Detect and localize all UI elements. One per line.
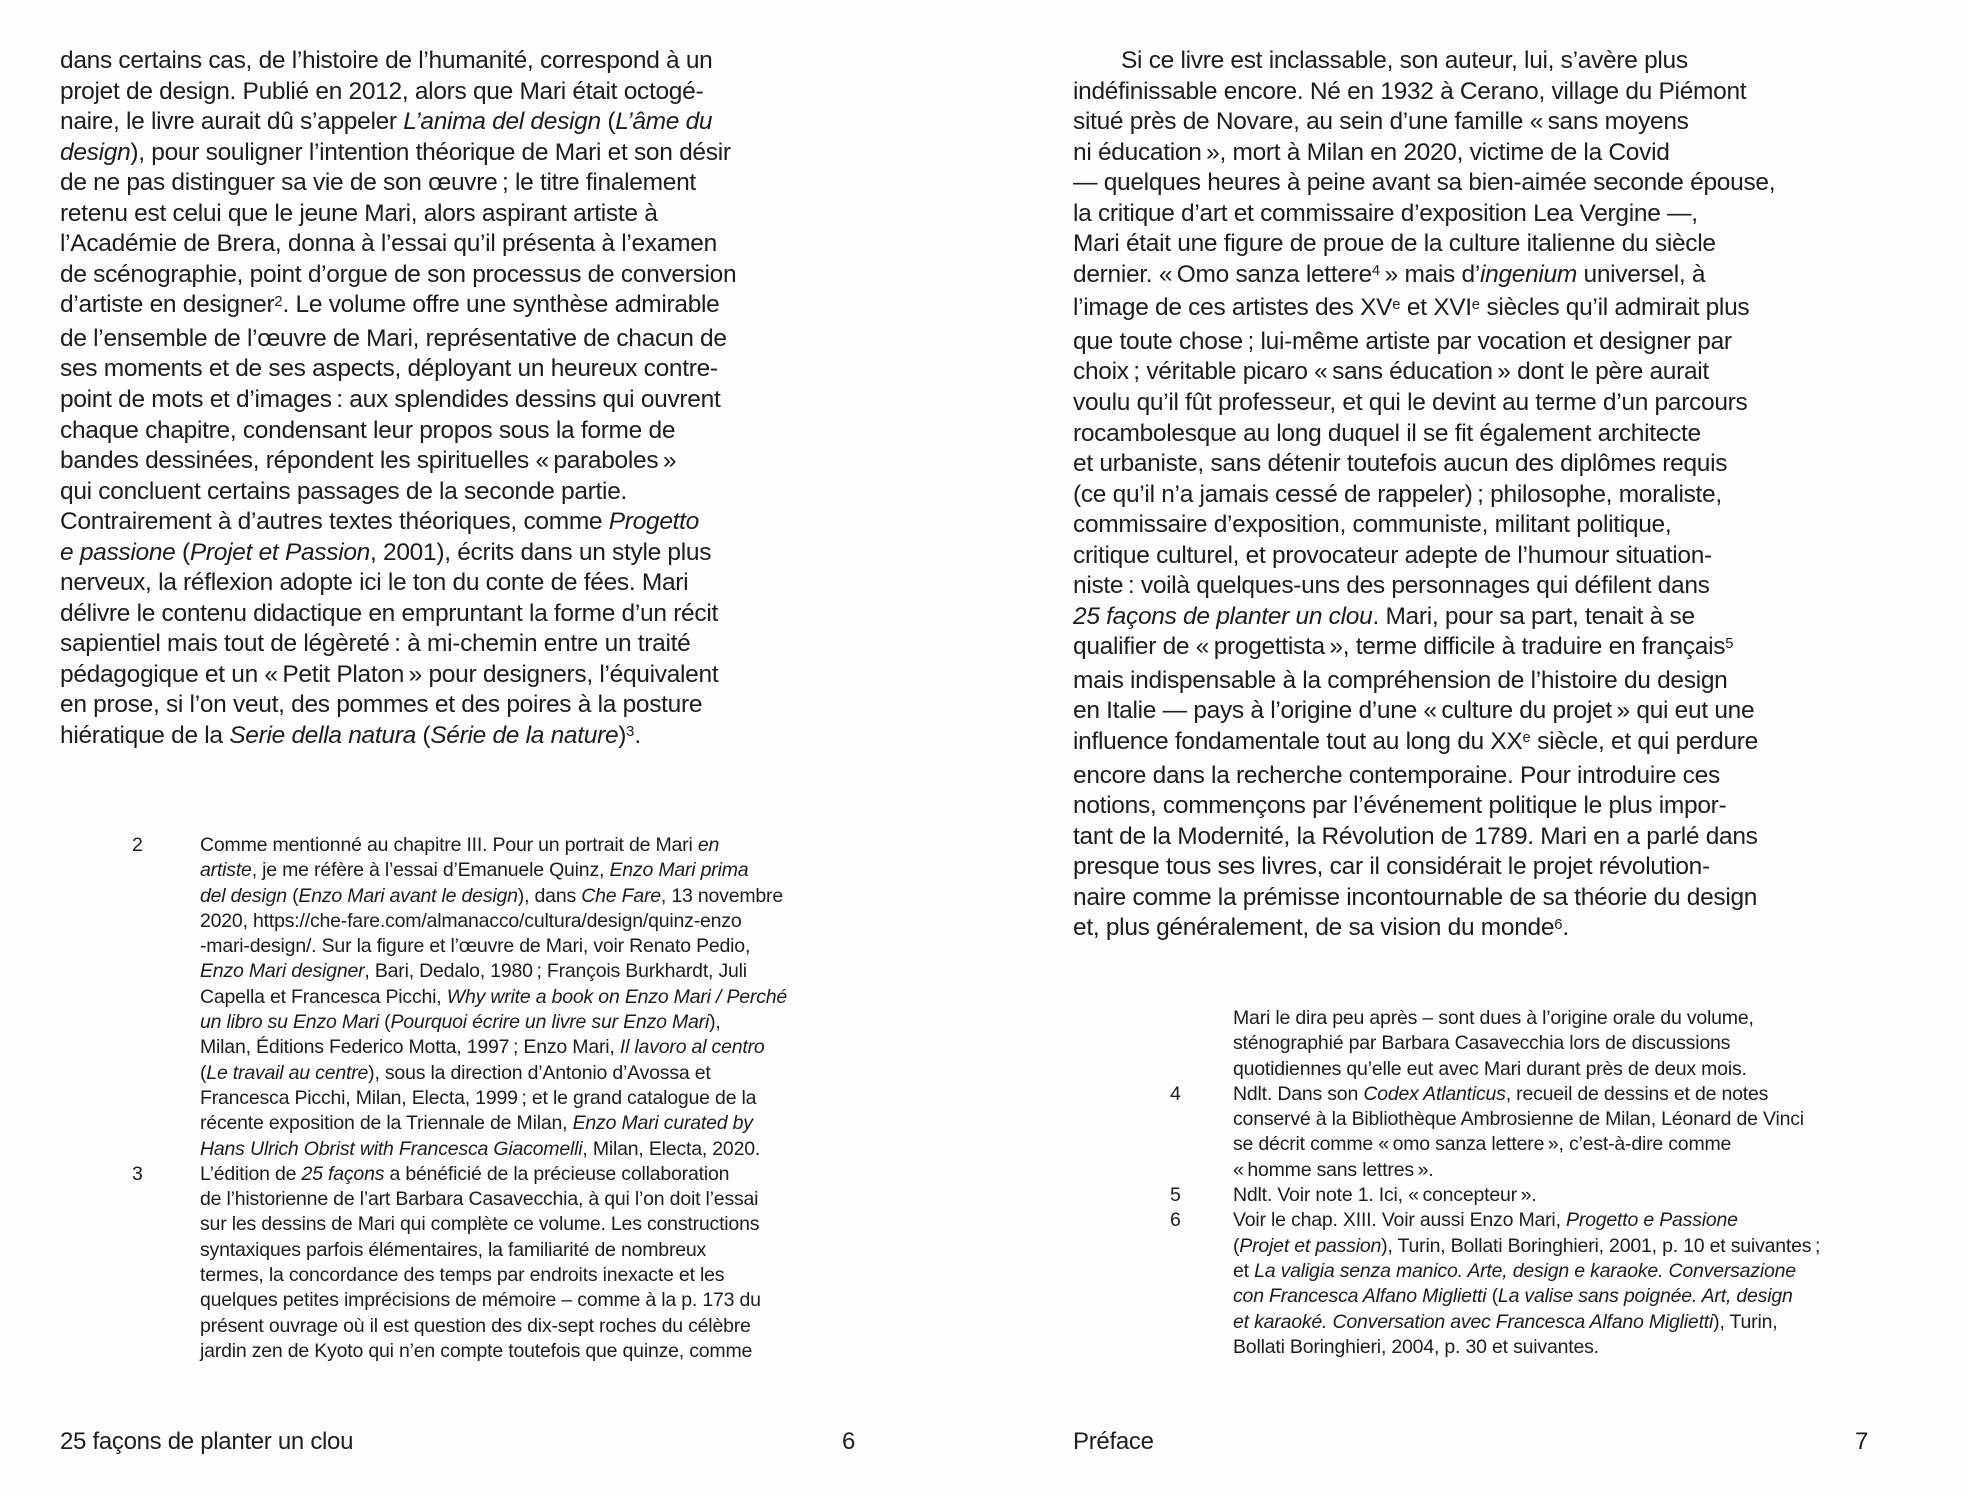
body-line: en prose, si l’on veut, des pommes et des poires à la posture xyxy=(60,691,703,719)
footnote-line: présent ouvrage où il est question des dix-sept roches du célèbre xyxy=(200,1314,751,1337)
body-line: nerveux, la réflexion adopte ici le ton du conte de fées. Mari xyxy=(60,569,689,597)
body-line: délivre le contenu didactique en empruntant la forme d’un récit xyxy=(60,599,718,627)
body-line: et, plus généralement, de sa vision du monde$^6$. xyxy=(1073,914,1569,942)
footnote-line: Bollati Boringhieri, 2004, p. 30 et suivantes. xyxy=(1233,1335,1599,1358)
body-line: dernier. « Omo sanza lettere$^4$ » mais d’ingenium universel, à xyxy=(1073,260,1706,288)
footnote-line: 2020, https://che-fare.com/almanacco/cultura/design/quinz-enzo xyxy=(200,909,742,932)
footnote-line: -mari-design/. Sur la figure et l’œuvre de Mari, voir Renato Pedio, xyxy=(200,935,751,958)
footnote-line: Mari le dira peu après – sont dues à l’origine orale du volume, xyxy=(1233,1007,1754,1029)
footnote-number: 4 xyxy=(1170,1082,1181,1105)
footnote-line: (Projet et passion), Turin, Bollati Boringhieri, 2001, p. 10 et suivantes ; xyxy=(1233,1234,1821,1257)
body-line: notions, commençons par l’événement politique le plus impor- xyxy=(1073,792,1727,820)
footnote-line: de l’historienne de l’art Barbara Casavecchia, à qui l’on doit l’essai xyxy=(200,1188,759,1211)
body-line: de ne pas distinguer sa vie de son œuvre ; le titre finalement xyxy=(60,169,696,197)
body-line: Contrairement à d’autres textes théoriques, comme Progetto xyxy=(60,508,699,536)
body-line: e passione (Projet et Passion, 2001), écrits dans un style plus xyxy=(60,538,712,566)
body-line: qui concluent certains passages de la seconde partie. xyxy=(60,477,628,505)
body-line: ses moments et de ses aspects, déployant un heureux contre- xyxy=(60,355,718,383)
body-line: projet de design. Publié en 2012, alors que Mari était octogé- xyxy=(60,77,704,105)
page-right xyxy=(984,0,1968,1496)
body-line: (ce qu’il n’a jamais cessé de rappeler) ; philosophe, moraliste, xyxy=(1073,480,1722,508)
page-left-footnotes xyxy=(132,833,787,1364)
footnote-line: Francesca Picchi, Milan, Electa, 1999 ; et le grand catalogue de la xyxy=(200,1086,757,1109)
footnote-line: Comme mentionné au chapitre III. Pour un portrait de Mari en xyxy=(200,834,720,856)
footnote-line: quotidiennes qu’elle eut avec Mari durant près de deux mois. xyxy=(1233,1057,1747,1080)
body-line: choix ; véritable picaro « sans éducation » dont le père aurait xyxy=(1073,358,1709,386)
body-line: et urbaniste, sans détenir toutefois aucun des diplômes requis xyxy=(1073,450,1728,478)
footnote-number: 3 xyxy=(132,1162,143,1185)
body-line: chaque chapitre, condensant leur propos sous la forme de xyxy=(60,416,676,444)
footnote xyxy=(1170,1006,1820,1082)
body-line: qualifier de « progettista », terme difficile à traduire en français$^5$ xyxy=(1073,633,1734,661)
footnote-line: Hans Ulrich Obrist with Francesca Giacomelli, Milan, Electa, 2020. xyxy=(200,1137,761,1160)
body-line: tant de la Modernité, la Révolution de 1789. Mari en a parlé dans xyxy=(1073,822,1758,850)
body-line: bandes dessinées, répondent les spirituelles « paraboles » xyxy=(60,447,677,475)
page-number-right: 7 xyxy=(1854,1428,1868,1455)
footnote-line: se décrit comme « omo sanza lettere », c’est-à-dire comme xyxy=(1233,1133,1732,1156)
footnote-line: et karaoké. Conversation avec Francesca Alfano Miglietti), Turin, xyxy=(1233,1310,1778,1333)
body-line: situé près de Novare, au sein d’une famille « sans moyens xyxy=(1073,108,1689,136)
body-line: de l’ensemble de l’œuvre de Mari, représentative de chacun de xyxy=(60,324,727,352)
body-line: de scénographie, point d’orgue de son processus de conversion xyxy=(60,260,737,288)
footnote-line: syntaxiques parfois élémentaires, la familiarité de nombreux xyxy=(200,1238,707,1261)
body-line: l’Académie de Brera, donna à l’essai qu’il présenta à l’examen xyxy=(60,230,717,258)
footnote-line: L’édition de 25 façons a bénéficié de la précieuse collaboration xyxy=(200,1162,730,1185)
body-line: niste : voilà quelques-uns des personnages qui défilent dans xyxy=(1073,572,1710,600)
page-right-body xyxy=(1073,46,1775,947)
footnote-line: Enzo Mari designer, Bari, Dedalo, 1980 ; François Burkhardt, Juli xyxy=(200,960,747,983)
footnote-text xyxy=(1233,1208,1820,1360)
body-line: que toute chose ; lui-même artiste par vocation et designer par xyxy=(1073,327,1732,355)
footnote-line: artiste, je me réfère à l’essai d’Emanuele Quinz, Enzo Mari prima xyxy=(200,859,749,882)
body-line: rocambolesque au long duquel il se fit également architecte xyxy=(1073,419,1701,447)
body-line: ni éducation », mort à Milan en 2020, victime de la Covid xyxy=(1073,138,1670,166)
footnote-text xyxy=(1233,1082,1820,1183)
footnote xyxy=(132,1162,787,1364)
footnote-line: sténographié par Barbara Casavecchia lors de discussions xyxy=(1233,1032,1731,1055)
body-line: indéfinissable encore. Né en 1932 à Cerano, village du Piémont xyxy=(1073,77,1747,105)
footnote-text xyxy=(1233,1006,1820,1082)
footnote-text xyxy=(200,1162,787,1364)
footnote-text xyxy=(1233,1183,1820,1208)
footnote-number: 5 xyxy=(1170,1184,1181,1207)
footnote-text xyxy=(200,833,787,1162)
body-line: l’image de ces artistes des XVe et XVIe siècles qu’il admirait plus xyxy=(1073,294,1750,322)
body-line: design), pour souligner l’intention théorique de Mari et son désir xyxy=(60,138,731,166)
body-line: presque tous ses livres, car il considérait le projet révolution- xyxy=(1073,853,1710,881)
body-line: dans certains cas, de l’histoire de l’humanité, correspond à un xyxy=(60,47,713,74)
body-line: mais indispensable à la compréhension de l’histoire du design xyxy=(1073,666,1728,694)
footnote-number: 2 xyxy=(132,834,143,856)
page-number-left: 6 xyxy=(841,1428,855,1455)
footnote-line: récente exposition de la Triennale de Milan, Enzo Mari curated by xyxy=(200,1112,753,1135)
footnote xyxy=(1170,1082,1820,1183)
footnote-line: et La valigia senza manico. Arte, design e karaoke. Conversazione xyxy=(1233,1259,1796,1282)
body-line: d’artiste en designer$^2$. Le volume offre une synthèse admirable xyxy=(60,291,720,319)
body-line: sapientiel mais tout de légèreté : à mi-chemin entre un traité xyxy=(60,630,691,658)
footnote-line: con Francesca Alfano Miglietti (La valise sans poignée. Art, design xyxy=(1233,1285,1793,1308)
page-left-footer xyxy=(60,1428,855,1456)
footnote-line: « homme sans lettres ». xyxy=(1233,1158,1434,1181)
body-line: — quelques heures à peine avant sa bien-aimée seconde épouse, xyxy=(1073,169,1776,197)
body-line: point de mots et d’images : aux splendides dessins qui ouvrent xyxy=(60,386,721,414)
body-line: naire comme la prémisse incontournable de sa théorie du design xyxy=(1073,883,1758,911)
body-line: en Italie — pays à l’origine d’une « culture du projet » qui eut une xyxy=(1073,697,1755,725)
footnote-number xyxy=(1170,1006,1233,1082)
footnote xyxy=(132,833,787,1162)
footnote-number: 6 xyxy=(1170,1209,1181,1232)
footnote-line: Capella et Francesca Picchi, Why write a book on Enzo Mari / Perché xyxy=(200,985,788,1008)
body-line: Si ce livre est inclassable, son auteur, lui, s’avère plus xyxy=(1121,47,1688,74)
body-line: encore dans la recherche contemporaine. Pour introduire ces xyxy=(1073,761,1720,789)
footnote-line: (Le travail au centre), sous la direction d’Antonio d’Avossa et xyxy=(200,1061,711,1084)
footnote-line: quelques petites imprécisions de mémoire – comme à la p. 173 du xyxy=(200,1289,761,1312)
footnote xyxy=(1170,1208,1820,1360)
body-line: hiératique de la Serie della natura (Série de la nature)$^3$. xyxy=(60,722,641,750)
footnote-line: sur les dessins de Mari qui complète ce volume. Les constructions xyxy=(200,1213,760,1236)
running-title-left: 25 façons de planter un clou xyxy=(60,1428,354,1455)
body-line: pédagogique et un « Petit Platon » pour designers, l’équivalent xyxy=(60,660,719,688)
page-right-footnotes xyxy=(1170,1006,1820,1360)
footnote-line: conservé à la Bibliothèque Ambrosienne de Milan, Léonard de Vinci xyxy=(1233,1108,1804,1131)
footnote-line: del design (Enzo Mari avant le design), dans Che Fare, 13 novembre xyxy=(200,884,783,907)
running-title-right: Préface xyxy=(1073,1428,1154,1455)
footnote xyxy=(1170,1183,1820,1208)
body-line: retenu est celui que le jeune Mari, alors aspirant artiste à xyxy=(60,199,658,227)
body-line: naire, le livre aurait dû s’appeler L’anima del design (L’âme du xyxy=(60,108,713,136)
footnote-line: jardin zen de Kyoto qui n’en compte toutefois que quinze, comme xyxy=(200,1339,753,1362)
footnote-line: Milan, Éditions Federico Motta, 1997 ; Enzo Mari, Il lavoro al centro xyxy=(200,1036,765,1059)
footnote-line: Ndlt. Voir note 1. Ici, « concepteur ». xyxy=(1233,1184,1537,1207)
page-right-footer xyxy=(1073,1428,1868,1456)
body-line: commissaire d’exposition, communiste, militant politique, xyxy=(1073,511,1672,539)
body-line: influence fondamentale tout au long du XXe siècle, et qui perdure xyxy=(1073,728,1758,756)
body-line: critique culturel, et provocateur adepte de l’humour situation- xyxy=(1073,541,1712,569)
footnote-line: termes, la concordance des temps par endroits inexacte et les xyxy=(200,1264,725,1287)
footnote-line: Voir le chap. XIII. Voir aussi Enzo Mari, Progetto e Passione xyxy=(1233,1209,1738,1232)
footnote-line: un libro su Enzo Mari (Pourquoi écrire un livre sur Enzo Mari), xyxy=(200,1011,721,1034)
body-line: voulu qu’il fût professeur, et qui le devint au terme d’un parcours xyxy=(1073,389,1748,417)
body-line: la critique d’art et commissaire d’exposition Lea Vergine —, xyxy=(1073,199,1698,227)
footnote-line: Ndlt. Dans son Codex Atlanticus, recueil de dessins et de notes xyxy=(1233,1082,1769,1105)
body-line: Mari était une figure de proue de la culture italienne du siècle xyxy=(1073,230,1716,258)
page-left-body xyxy=(60,46,736,755)
body-line: 25 façons de planter un clou. Mari, pour sa part, tenait à se xyxy=(1073,602,1695,630)
